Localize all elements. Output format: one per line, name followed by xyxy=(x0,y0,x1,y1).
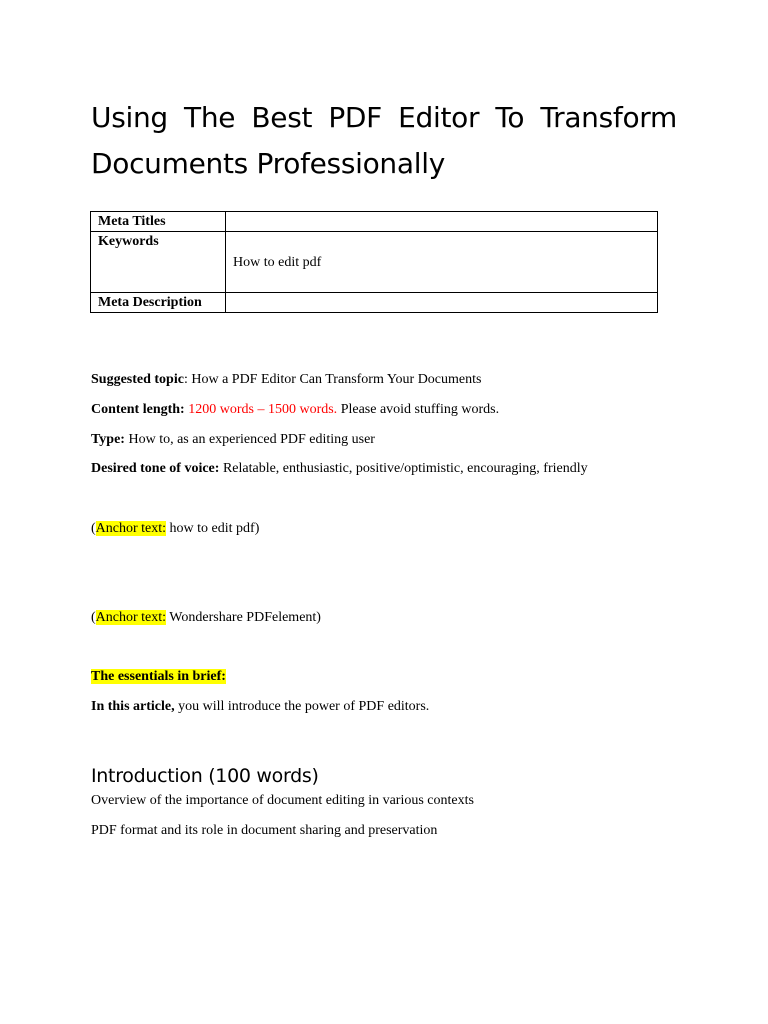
keywords-label: Keywords xyxy=(91,232,226,293)
anchor-text-line-1 xyxy=(91,520,259,538)
intro-point-2: PDF format and its role in document sharing and preservation xyxy=(91,823,438,838)
anchor-text-value: Wondershare PDFelement) xyxy=(166,610,321,625)
meta-description-value[interactable] xyxy=(226,293,658,313)
tone-label: Desired tone of voice: xyxy=(91,461,220,476)
introduction-heading: Introduction (100 words) xyxy=(91,765,319,787)
table-row xyxy=(91,212,658,232)
table-row xyxy=(91,293,658,313)
intro-point-1: Overview of the importance of document editing in various contexts xyxy=(91,793,474,808)
suggested-topic-value: : How a PDF Editor Can Transform Your Documents xyxy=(183,372,482,387)
essentials-heading: The essentials in brief: xyxy=(91,669,226,684)
suggested-topic-label: Suggested topic xyxy=(91,372,184,387)
anchor-text-value: how to edit pdf) xyxy=(166,521,260,536)
type-label: Type: xyxy=(91,432,125,447)
anchor-open-paren: ( xyxy=(91,521,96,536)
document-title: Using The Best PDF Editor To Transform Documents Professionally xyxy=(91,101,677,180)
tone-value: Relatable, enthusiastic, positive/optimistic, encouraging, friendly xyxy=(219,461,588,476)
meta-titles-value[interactable] xyxy=(226,212,658,232)
article-value: you will introduce the power of PDF editors. xyxy=(174,699,430,714)
article-label: In this article, xyxy=(91,699,175,714)
anchor-open-paren: ( xyxy=(91,610,96,625)
type-line xyxy=(91,431,375,449)
type-value: How to, as an experienced PDF editing user xyxy=(124,432,375,447)
meta-titles-label: Meta Titles xyxy=(91,212,226,232)
anchor-text-label: Anchor text: xyxy=(95,610,167,625)
content-length-note: Please avoid stuffing words. xyxy=(337,402,500,417)
anchor-text-label: Anchor text: xyxy=(95,521,167,536)
meta-table xyxy=(90,211,658,313)
meta-description-label: Meta Description xyxy=(91,293,226,313)
content-length-label: Content length: xyxy=(91,402,185,417)
anchor-text-line-2 xyxy=(91,609,321,627)
table-row xyxy=(91,232,658,293)
suggested-topic-line xyxy=(91,371,481,389)
keywords-value[interactable]: How to edit pdf xyxy=(226,232,658,293)
essentials-line xyxy=(91,668,226,686)
content-length-range: 1200 words – 1500 words. xyxy=(184,402,338,417)
tone-line xyxy=(91,460,588,478)
content-length-line xyxy=(91,401,499,419)
article-line xyxy=(91,698,429,716)
